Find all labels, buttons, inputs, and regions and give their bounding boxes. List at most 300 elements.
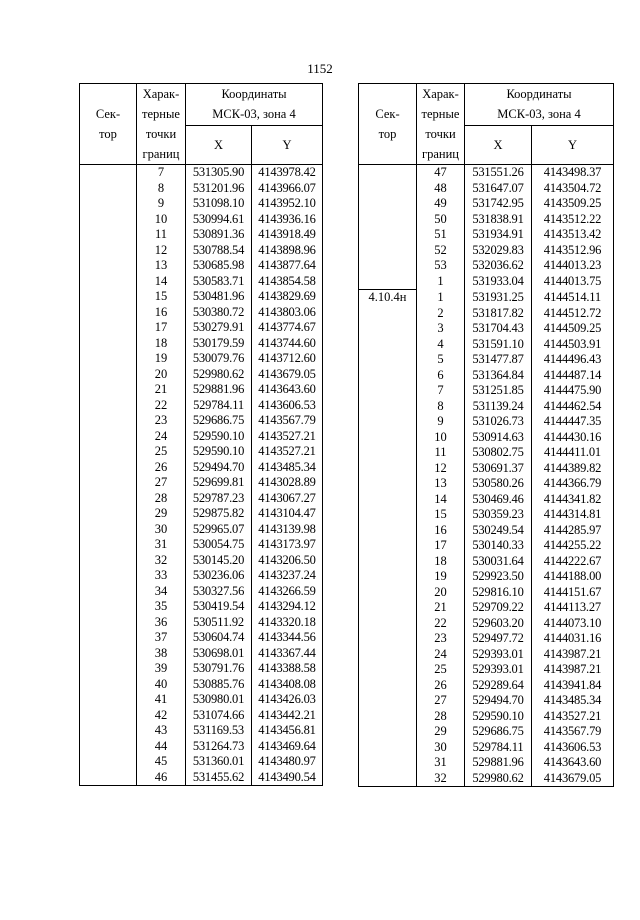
y-coordinate-cell: 4143966.07 <box>252 181 323 197</box>
sector-cell <box>359 600 417 616</box>
point-number-cell: 8 <box>417 399 465 415</box>
point-number-cell: 19 <box>137 351 186 367</box>
sector-cell <box>80 537 137 553</box>
point-number-cell: 29 <box>137 506 186 522</box>
point-number-cell: 18 <box>137 336 186 352</box>
point-number-cell: 43 <box>137 723 186 739</box>
point-number-cell: 17 <box>417 538 465 554</box>
x-coordinate-cell: 530511.92 <box>186 615 252 631</box>
table-row <box>359 306 614 322</box>
table-row <box>80 274 323 290</box>
x-coordinate-cell: 531742.95 <box>465 196 532 212</box>
sector-cell <box>359 306 417 322</box>
sector-cell <box>359 709 417 725</box>
y-coordinate-cell: 4143513.42 <box>532 227 614 243</box>
y-coordinate-cell: 4143498.37 <box>532 165 614 181</box>
sector-cell <box>359 445 417 461</box>
sector-cell <box>80 243 137 259</box>
sector-cell <box>80 553 137 569</box>
y-coordinate-cell: 4144430.16 <box>532 430 614 446</box>
sector-cell <box>359 212 417 228</box>
x-coordinate-cell: 529816.10 <box>465 585 532 601</box>
sector-cell <box>359 492 417 508</box>
y-coordinate-cell: 4143527.21 <box>532 709 614 725</box>
table-row <box>359 290 614 306</box>
point-number-cell: 33 <box>137 568 186 584</box>
x-coordinate-cell: 530279.91 <box>186 320 252 336</box>
y-coordinate-cell: 4143480.97 <box>252 754 323 770</box>
x-coordinate-cell: 531551.26 <box>465 165 532 181</box>
y-header: Y <box>252 125 323 165</box>
y-coordinate-cell: 4143294.12 <box>252 599 323 615</box>
sector-cell <box>80 739 137 755</box>
y-coordinate-cell: 4143485.34 <box>252 460 323 476</box>
x-coordinate-cell: 529699.81 <box>186 475 252 491</box>
x-coordinate-cell: 530885.76 <box>186 677 252 693</box>
y-coordinate-cell: 4144389.82 <box>532 461 614 477</box>
table-row <box>359 585 614 601</box>
x-coordinate-cell: 529686.75 <box>465 724 532 740</box>
x-coordinate-cell: 529980.62 <box>186 367 252 383</box>
x-coordinate-cell: 532036.62 <box>465 258 532 274</box>
point-number-cell: 13 <box>137 258 186 274</box>
y-coordinate-cell: 4143527.21 <box>252 429 323 445</box>
point-number-cell: 28 <box>417 709 465 725</box>
x-coordinate-cell: 531139.24 <box>465 399 532 415</box>
point-number-cell: 22 <box>137 398 186 414</box>
table-row <box>80 677 323 693</box>
x-coordinate-cell: 529881.96 <box>465 755 532 771</box>
table-row <box>359 227 614 243</box>
y-coordinate-cell: 4144341.82 <box>532 492 614 508</box>
sector-cell <box>359 227 417 243</box>
x-coordinate-cell: 530236.06 <box>186 568 252 584</box>
point-number-cell: 27 <box>417 693 465 709</box>
sector-cell <box>359 352 417 368</box>
point-number-cell: 1 <box>417 274 465 290</box>
right-table-body <box>359 165 614 787</box>
x-coordinate-cell: 529603.20 <box>465 616 532 632</box>
sector-cell <box>359 258 417 274</box>
x-coordinate-cell: 530469.46 <box>465 492 532 508</box>
sector-header <box>359 84 417 165</box>
x-coordinate-cell: 531477.87 <box>465 352 532 368</box>
y-coordinate-cell: 4143344.56 <box>252 630 323 646</box>
point-number-cell: 3 <box>417 321 465 337</box>
table-row <box>80 615 323 631</box>
x-coordinate-cell: 531360.01 <box>186 754 252 770</box>
y-coordinate-cell: 4143877.64 <box>252 258 323 274</box>
table-row <box>359 647 614 663</box>
y-coordinate-cell: 4144496.43 <box>532 352 614 368</box>
point-number-cell: 22 <box>417 616 465 632</box>
point-number-cell: 10 <box>137 212 186 228</box>
point-number-cell: 34 <box>137 584 186 600</box>
x-coordinate-cell: 529497.72 <box>465 631 532 647</box>
y-coordinate-cell: 4143567.79 <box>252 413 323 429</box>
sector-cell <box>359 430 417 446</box>
point-number-cell: 9 <box>137 196 186 212</box>
sector-cell <box>359 585 417 601</box>
x-coordinate-cell: 530685.98 <box>186 258 252 274</box>
y-coordinate-cell: 4144222.67 <box>532 554 614 570</box>
y-coordinate-cell: 4144113.27 <box>532 600 614 616</box>
table-row <box>80 599 323 615</box>
x-coordinate-cell: 530980.01 <box>186 692 252 708</box>
point-number-cell: 13 <box>417 476 465 492</box>
point-number-cell: 23 <box>417 631 465 647</box>
table-row <box>80 181 323 197</box>
table-row <box>359 196 614 212</box>
point-number-cell: 41 <box>137 692 186 708</box>
x-coordinate-cell: 530145.20 <box>186 553 252 569</box>
point-number-cell: 52 <box>417 243 465 259</box>
point-number-cell: 7 <box>137 165 186 181</box>
x-coordinate-cell: 529686.75 <box>186 413 252 429</box>
y-coordinate-cell: 4143490.54 <box>252 770 323 786</box>
point-number-cell: 37 <box>137 630 186 646</box>
table-row <box>80 212 323 228</box>
sector-cell <box>359 274 417 290</box>
y-coordinate-cell: 4144366.79 <box>532 476 614 492</box>
table-row <box>80 770 323 786</box>
table-row <box>359 321 614 337</box>
point-number-cell: 15 <box>137 289 186 305</box>
y-coordinate-cell: 4144031.16 <box>532 631 614 647</box>
x-coordinate-cell: 529784.11 <box>465 740 532 756</box>
x-coordinate-cell: 530914.63 <box>465 430 532 446</box>
x-coordinate-cell: 529289.64 <box>465 678 532 694</box>
point-number-cell: 2 <box>417 306 465 322</box>
sector-cell <box>359 631 417 647</box>
sector-cell <box>359 538 417 554</box>
x-coordinate-cell: 530380.72 <box>186 305 252 321</box>
point-number-cell: 24 <box>137 429 186 445</box>
sector-cell <box>359 616 417 632</box>
point-number-cell: 48 <box>417 181 465 197</box>
x-coordinate-cell: 531074.66 <box>186 708 252 724</box>
point-number-cell: 31 <box>417 755 465 771</box>
y-coordinate-cell: 4143987.21 <box>532 662 614 678</box>
x-coordinate-cell: 531704.43 <box>465 321 532 337</box>
table-row <box>80 754 323 770</box>
x-coordinate-cell: 529965.07 <box>186 522 252 538</box>
x-coordinate-cell: 529494.70 <box>465 693 532 709</box>
point-number-cell: 1 <box>417 290 465 306</box>
y-coordinate-cell: 4143206.50 <box>252 553 323 569</box>
x-coordinate-cell: 530054.75 <box>186 537 252 553</box>
table-row <box>80 320 323 336</box>
sector-cell <box>80 444 137 460</box>
char-points-header-text: Харак- терные точки границ <box>142 87 180 161</box>
sector-cell <box>80 382 137 398</box>
x-coordinate-cell: 531934.91 <box>465 227 532 243</box>
sector-cell <box>80 413 137 429</box>
y-coordinate-cell: 4143803.06 <box>252 305 323 321</box>
y-coordinate-cell: 4143744.60 <box>252 336 323 352</box>
point-number-cell: 27 <box>137 475 186 491</box>
sector-cell <box>80 599 137 615</box>
y-coordinate-cell: 4143408.08 <box>252 677 323 693</box>
sector-cell <box>359 678 417 694</box>
y-coordinate-cell: 4144514.11 <box>532 290 614 306</box>
y-coordinate-cell: 4144487.14 <box>532 368 614 384</box>
point-number-cell: 32 <box>137 553 186 569</box>
point-number-cell: 20 <box>137 367 186 383</box>
table-row <box>80 708 323 724</box>
point-number-cell: 38 <box>137 646 186 662</box>
table-row <box>359 709 614 725</box>
sector-cell <box>359 461 417 477</box>
table-row <box>359 414 614 430</box>
table-row <box>359 212 614 228</box>
x-coordinate-cell: 530891.36 <box>186 227 252 243</box>
point-number-cell: 24 <box>417 647 465 663</box>
point-number-cell: 16 <box>417 523 465 539</box>
table-row <box>80 367 323 383</box>
sector-cell <box>80 506 137 522</box>
table-row <box>80 165 323 181</box>
y-coordinate-cell: 4144462.54 <box>532 399 614 415</box>
table-row <box>80 522 323 538</box>
sector-cell <box>80 258 137 274</box>
sector-cell <box>359 181 417 197</box>
table-row <box>359 507 614 523</box>
sector-cell <box>359 740 417 756</box>
sector-cell <box>359 196 417 212</box>
sector-cell <box>80 320 137 336</box>
sector-cell <box>80 212 137 228</box>
point-number-cell: 45 <box>137 754 186 770</box>
y-coordinate-cell: 4143567.79 <box>532 724 614 740</box>
x-coordinate-cell: 532029.83 <box>465 243 532 259</box>
sector-cell <box>80 677 137 693</box>
point-number-cell: 30 <box>417 740 465 756</box>
table-row <box>359 569 614 585</box>
sector-cell <box>80 770 137 786</box>
sector-cell <box>359 399 417 415</box>
sector-cell <box>359 476 417 492</box>
char-points-header <box>417 84 465 165</box>
y-coordinate-cell: 4143978.42 <box>252 165 323 181</box>
y-coordinate-cell: 4143266.59 <box>252 584 323 600</box>
y-coordinate-cell: 4143367.44 <box>252 646 323 662</box>
point-number-cell: 14 <box>137 274 186 290</box>
x-coordinate-cell: 531264.73 <box>186 739 252 755</box>
table-row <box>359 399 614 415</box>
x-coordinate-cell: 529590.10 <box>465 709 532 725</box>
y-coordinate-cell: 4144188.00 <box>532 569 614 585</box>
sector-header <box>80 84 137 165</box>
table-row <box>80 630 323 646</box>
point-number-cell: 21 <box>137 382 186 398</box>
point-number-cell: 14 <box>417 492 465 508</box>
sector-cell <box>359 414 417 430</box>
point-number-cell: 50 <box>417 212 465 228</box>
sector-cell <box>359 165 417 181</box>
point-number-cell: 17 <box>137 320 186 336</box>
page-number: 1152 <box>307 61 333 76</box>
table-row <box>359 600 614 616</box>
table-row <box>80 584 323 600</box>
table-row <box>80 305 323 321</box>
sector-cell <box>359 647 417 663</box>
y-coordinate-cell: 4143067.27 <box>252 491 323 507</box>
y-coordinate-cell: 4143606.53 <box>252 398 323 414</box>
table-row <box>80 692 323 708</box>
point-number-cell: 28 <box>137 491 186 507</box>
table-row <box>359 662 614 678</box>
sector-cell <box>80 646 137 662</box>
sector-cell <box>359 662 417 678</box>
table-row <box>359 337 614 353</box>
char-points-header-text: Харак- терные точки границ <box>421 87 460 161</box>
y-coordinate-cell: 4143679.05 <box>532 771 614 787</box>
sector-cell <box>80 398 137 414</box>
y-coordinate-cell: 4144255.22 <box>532 538 614 554</box>
x-coordinate-cell: 529923.50 <box>465 569 532 585</box>
x-coordinate-cell: 530419.54 <box>186 599 252 615</box>
sector-cell <box>359 693 417 709</box>
y-coordinate-cell: 4143987.21 <box>532 647 614 663</box>
point-number-cell: 5 <box>417 352 465 368</box>
y-coordinate-cell: 4143456.81 <box>252 723 323 739</box>
y-coordinate-cell: 4143504.72 <box>532 181 614 197</box>
right-coordinates-table <box>358 83 614 787</box>
table-row <box>359 492 614 508</box>
y-coordinate-cell: 4143426.03 <box>252 692 323 708</box>
y-coordinate-cell: 4143941.84 <box>532 678 614 694</box>
point-number-cell: 11 <box>417 445 465 461</box>
x-coordinate-cell: 530079.76 <box>186 351 252 367</box>
sector-cell <box>359 383 417 399</box>
point-number-cell: 6 <box>417 368 465 384</box>
y-coordinate-cell: 4143918.49 <box>252 227 323 243</box>
point-number-cell: 20 <box>417 585 465 601</box>
y-coordinate-cell: 4143898.96 <box>252 243 323 259</box>
table-row <box>80 491 323 507</box>
x-coordinate-cell: 531455.62 <box>186 770 252 786</box>
x-coordinate-cell: 530691.37 <box>465 461 532 477</box>
point-number-cell: 35 <box>137 599 186 615</box>
sector-cell <box>80 429 137 445</box>
table-row <box>359 368 614 384</box>
y-coordinate-cell: 4143774.67 <box>252 320 323 336</box>
y-coordinate-cell: 4143173.97 <box>252 537 323 553</box>
y-coordinate-cell: 4143936.16 <box>252 212 323 228</box>
sector-cell <box>359 507 417 523</box>
char-points-header <box>137 84 186 165</box>
x-coordinate-cell: 530179.59 <box>186 336 252 352</box>
table-row <box>80 336 323 352</box>
point-number-cell: 18 <box>417 554 465 570</box>
table-row <box>359 523 614 539</box>
y-coordinate-cell: 4143237.24 <box>252 568 323 584</box>
x-coordinate-cell: 531364.84 <box>465 368 532 384</box>
y-coordinate-cell: 4144447.35 <box>532 414 614 430</box>
point-number-cell: 49 <box>417 196 465 212</box>
sector-cell <box>80 584 137 600</box>
table-row <box>359 165 614 181</box>
y-coordinate-cell: 4143679.05 <box>252 367 323 383</box>
point-number-cell: 42 <box>137 708 186 724</box>
y-coordinate-cell: 4144285.97 <box>532 523 614 539</box>
sector-cell <box>359 523 417 539</box>
y-coordinate-cell: 4144503.91 <box>532 337 614 353</box>
table-row <box>80 506 323 522</box>
x-coordinate-cell: 531647.07 <box>465 181 532 197</box>
table-row <box>359 258 614 274</box>
x-coordinate-cell: 530031.64 <box>465 554 532 570</box>
y-coordinate-cell: 4144411.01 <box>532 445 614 461</box>
point-number-cell: 29 <box>417 724 465 740</box>
y-coordinate-cell: 4143485.34 <box>532 693 614 709</box>
x-coordinate-cell: 530791.76 <box>186 661 252 677</box>
table-row <box>80 196 323 212</box>
point-number-cell: 12 <box>137 243 186 259</box>
y-coordinate-cell: 4143320.18 <box>252 615 323 631</box>
sector-cell <box>359 321 417 337</box>
point-number-cell: 47 <box>417 165 465 181</box>
point-number-cell: 16 <box>137 305 186 321</box>
left-table-body <box>80 165 323 786</box>
sector-cell <box>80 305 137 321</box>
y-coordinate-cell: 4143527.21 <box>252 444 323 460</box>
table-row <box>359 538 614 554</box>
y-coordinate-cell: 4143606.53 <box>532 740 614 756</box>
x-coordinate-cell: 531305.90 <box>186 165 252 181</box>
x-header: X <box>186 125 252 165</box>
table-row <box>359 678 614 694</box>
x-coordinate-cell: 531817.82 <box>465 306 532 322</box>
table-row <box>359 352 614 368</box>
table-row <box>359 755 614 771</box>
y-coordinate-cell: 4143028.89 <box>252 475 323 491</box>
table-row <box>80 475 323 491</box>
sector-cell <box>80 367 137 383</box>
sector-cell <box>80 289 137 305</box>
point-number-cell: 30 <box>137 522 186 538</box>
x-coordinate-cell: 529787.23 <box>186 491 252 507</box>
point-number-cell: 8 <box>137 181 186 197</box>
table-row <box>80 429 323 445</box>
y-header: Y <box>532 125 614 165</box>
y-coordinate-cell: 4144073.10 <box>532 616 614 632</box>
table-row <box>359 693 614 709</box>
y-coordinate-cell: 4143643.60 <box>252 382 323 398</box>
table-row <box>359 740 614 756</box>
table-row <box>359 616 614 632</box>
point-number-cell: 21 <box>417 600 465 616</box>
table-row <box>359 476 614 492</box>
table-row <box>80 258 323 274</box>
y-coordinate-cell: 4144013.23 <box>532 258 614 274</box>
point-number-cell: 40 <box>137 677 186 693</box>
x-coordinate-cell: 530583.71 <box>186 274 252 290</box>
y-coordinate-cell: 4143712.60 <box>252 351 323 367</box>
point-number-cell: 51 <box>417 227 465 243</box>
x-coordinate-cell: 530802.75 <box>465 445 532 461</box>
x-coordinate-cell: 529881.96 <box>186 382 252 398</box>
x-coordinate-cell: 529980.62 <box>465 771 532 787</box>
x-coordinate-cell: 531838.91 <box>465 212 532 228</box>
point-number-cell: 26 <box>417 678 465 694</box>
sector-cell <box>80 708 137 724</box>
sector-cell <box>80 692 137 708</box>
y-coordinate-cell: 4143512.22 <box>532 212 614 228</box>
sector-cell <box>359 368 417 384</box>
table-row <box>359 554 614 570</box>
